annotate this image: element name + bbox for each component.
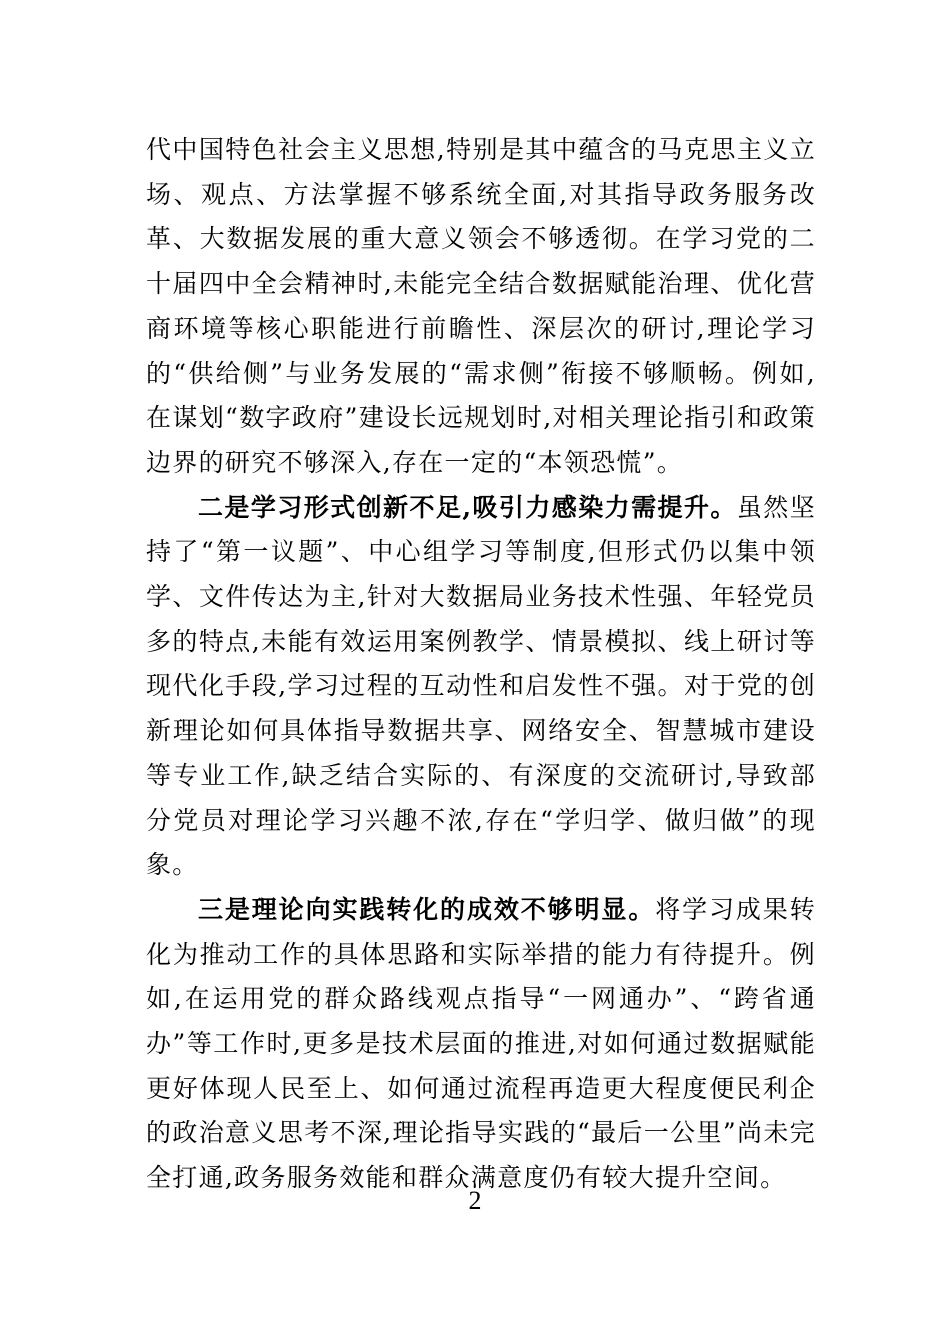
paragraph-text: 将学习成果转化为推动工作的具体思路和实际举措的能力有待提升。例如,在运用党的群众路线观点指导“一网通办”、“跨省通办”等工作时,更多是技术层面的推进,对如何通过数据赋能更好体现人民至上、如何通过流程再造更大程度便民利企的政治意义思考不深,理论指导实践的“最后一公里”尚未完全打通,政务服务效能和群众满意度仍有较大提升空间。: [146, 894, 816, 1193]
paragraph-heading: 二是学习形式创新不足,吸引力感染力需提升。: [198, 492, 737, 522]
paragraph-learning-form: [146, 486, 816, 888]
paragraph-text: 代中国特色社会主义思想,特别是其中蕴含的马克思主义立场、观点、方法掌握不够系统全面,对其指导政务服务改革、大数据发展的重大意义领会不够透彻。在学习党的二十届四中全会精神时,未能完全结合数据赋能治理、优化营商环境等核心职能进行前瞻性、深层次的研讨,理论学习的“供给侧”与业务发展的“需求侧”衔接不够顺畅。例如,在谋划“数字政府”建设长远规划时,对相关理论指引和政策边界的研究不够深入,存在一定的“本领恐慌”。: [146, 135, 816, 477]
page-number: 2: [468, 1186, 482, 1215]
paragraph-text: 虽然坚持了“第一议题”、中心组学习等制度,但形式仍以集中领学、文件传达为主,针对大数据局业务技术性强、年轻党员多的特点,未能有效运用案例教学、情景模拟、线上研讨等现代化手段,学习过程的互动性和启发性不强。对于党的创新理论如何具体指导数据共享、网络安全、智慧城市建设等专业工作,缺乏结合实际的、有深度的交流研讨,导致部分党员对理论学习兴趣不浓,存在“学归学、做归做”的现象。: [146, 492, 816, 880]
paragraph-heading: 三是理论向实践转化的成效不够明显。: [198, 894, 656, 924]
body-text: [146, 128, 816, 1201]
paragraph-continuation: [146, 128, 816, 486]
paragraph-theory-practice: [146, 888, 816, 1201]
